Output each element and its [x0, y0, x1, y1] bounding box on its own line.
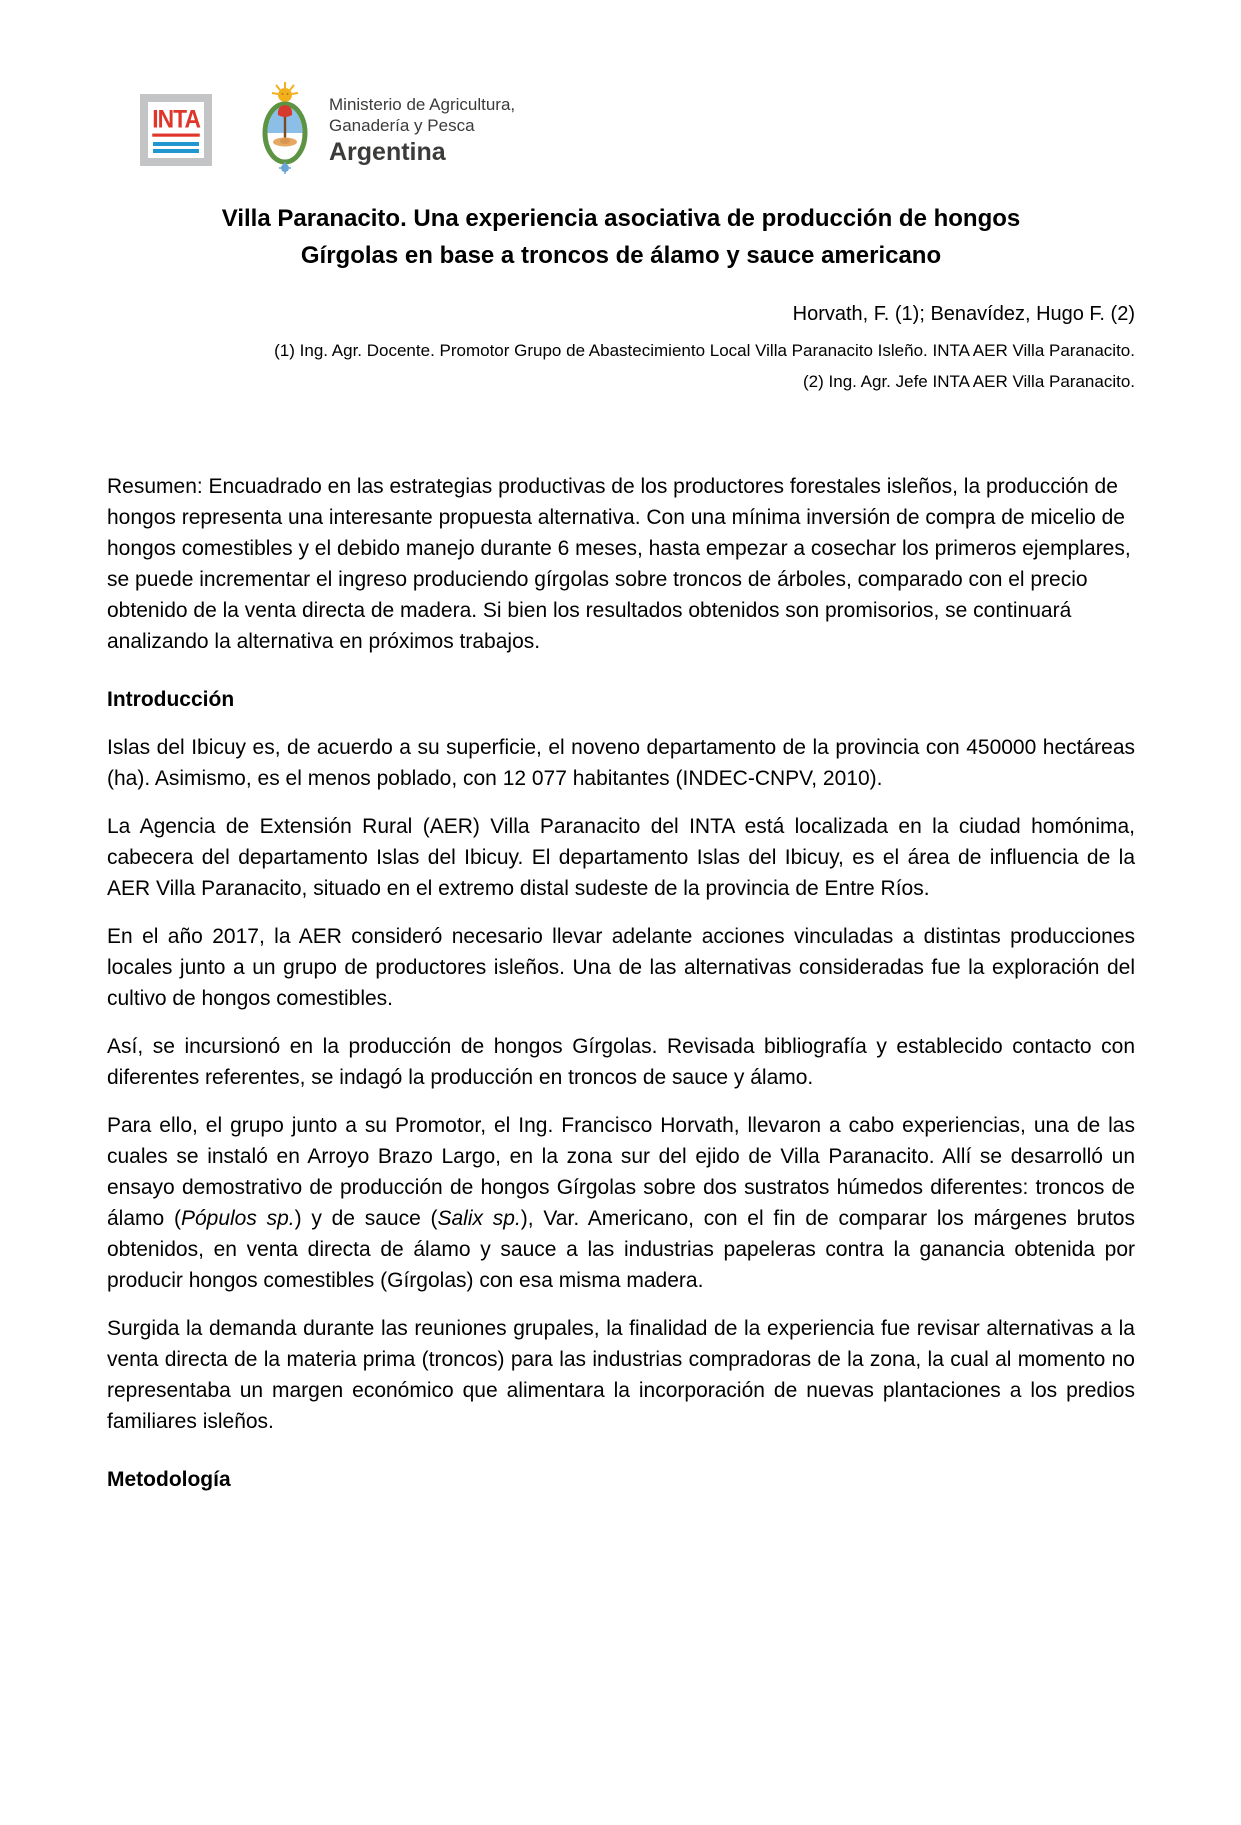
- intro-paragraph-4: Así, se incursionó en la producción de hongos Gírgolas. Revisada bibliografía y establecido contacto con diferentes referentes, se indagó la producción en troncos de sauce y álamo.: [107, 1035, 1135, 1089]
- intro-paragraph-5-text: Para ello, el grupo junto a su Promotor, el Ing. Francisco Horvath, llevaron a cabo experiencias, una de las cuales se instaló en Arroyo Brazo Largo, en la zona sur del ejido de Villa Paranacito. Allí se desarrolló un ensayo demostrativo de producción de hongos Gírgolas sobre dos sustratos húmedos diferentes: troncos de álamo (: [107, 1114, 1135, 1230]
- section-heading-metodologia: Metodología: [107, 1468, 231, 1491]
- affiliation-line-1: (1) Ing. Agr. Docente. Promotor Grupo de Abastecimiento Local Villa Paranacito Isleño. INTA AER Villa Paranacito.: [274, 341, 1135, 360]
- argentina-coat-of-arms-icon: [255, 82, 315, 179]
- inta-logo-stripe: [153, 142, 199, 146]
- ministry-line-2: Ganadería y Pesca: [329, 116, 475, 135]
- inta-logo: [140, 94, 212, 166]
- header-logos: [140, 70, 1241, 190]
- affiliation-line-2: (2) Ing. Agr. Jefe INTA AER Villa Paranacito.: [803, 372, 1135, 391]
- ministry-wordmark: [329, 94, 515, 166]
- byline: Horvath, F. (1); Benavídez, Hugo F. (2): [792, 303, 1135, 325]
- document-title: [107, 200, 1135, 274]
- intro-paragraph-6: Surgida la demanda durante las reuniones grupales, la finalidad de la experiencia fue revisar alternativas a la venta directa de la materia prima (troncos) para las industrias compradoras de la zona, la cual al momento no representaba un margen económico que alimentara la incorporación de nuevas plantaciones a los predios familiares isleños.: [107, 1317, 1135, 1433]
- species-name-populus: Pópulos sp.: [180, 1207, 295, 1230]
- intro-paragraph-5: [107, 1110, 1135, 1296]
- intro-paragraph-5-text: ) y de sauce (: [294, 1207, 438, 1230]
- abstract-paragraph: Resumen: Encuadrado en las estrategias productivas de los productores forestales isleños, la producción de hongos representa una interesante propuesta alternativa. Con una mínima inversión de compra de micelio de hongos comestibles y el debido manejo durante 6 meses, hasta empezar a cosechar los primeros ejemplares, se puede incrementar el ingreso produciendo gírgolas sobre troncos de árboles, comparado con el precio obtenido de la venta directa de madera. Si bien los resultados obtenidos son promisorios, se continuará analizando la alternativa en próximos trabajos.: [107, 475, 1131, 653]
- intro-paragraph-2: La Agencia de Extensión Rural (AER) Villa Paranacito del INTA está localizada en la ciudad homónima, cabecera del departamento Islas del Ibicuy. El departamento Islas del Ibicuy, es el área de influencia de la AER Villa Paranacito, situado en el extremo distal sudeste de la provincia de Entre Ríos.: [107, 815, 1135, 900]
- section-heading-introduccion: Introducción: [107, 688, 235, 711]
- document-content: [107, 200, 1135, 1495]
- document-title-line-1: Villa Paranacito. Una experiencia asociativa de producción de hongos: [221, 205, 1021, 232]
- ministry-line-1: Ministerio de Agricultura,: [329, 95, 516, 114]
- intro-paragraph-3: En el año 2017, la AER consideró necesario llevar adelante acciones vinculadas a distintas producciones locales junto a un grupo de productores isleños. Una de las alternativas consideradas fue la exploración del cultivo de hongos comestibles.: [107, 925, 1135, 1010]
- ministry-country: Argentina: [329, 138, 446, 166]
- inta-logo-stripe: [153, 149, 199, 153]
- intro-paragraph-1: Islas del Ibicuy es, de acuerdo a su superficie, el noveno departamento de la provincia con 450000 hectáreas (ha). Asimismo, es el menos poblado, con 12 077 habitantes (INDEC-CNPV, 2010).: [107, 736, 1135, 790]
- document-title-line-2: Gírgolas en base a troncos de álamo y sauce americano: [300, 242, 942, 269]
- inta-logo-wordmark: INTA: [152, 107, 200, 136]
- document-page: [0, 70, 1241, 1825]
- intro-paragraph-5-text: ), Var. Americano, con el fin de comparar los márgenes brutos obtenidos, en venta directa de álamo y sauce a las industrias papeleras contra la ganancia obtenida por producir hongos comestibles (Gírgolas) con esa misma madera.: [107, 1207, 1135, 1292]
- species-name-salix: Salix sp.: [437, 1207, 521, 1230]
- inta-logo-inner: [148, 102, 204, 158]
